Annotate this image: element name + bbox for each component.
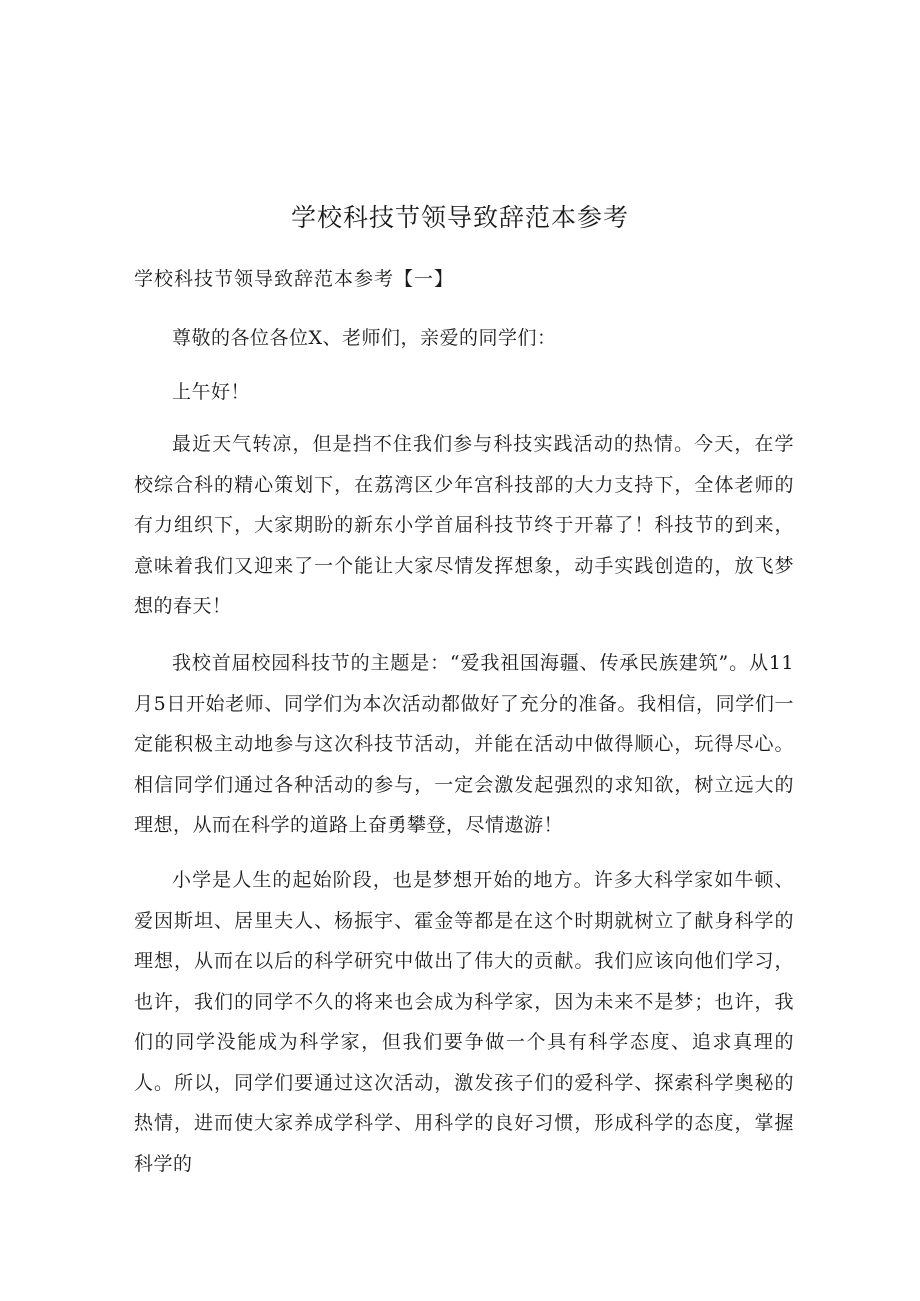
section-heading: 学校科技节领导致辞范本参考【一】: [134, 268, 455, 290]
salutation-paragraph: 上午好！: [172, 381, 251, 403]
document-title: 学校科技节领导致辞范本参考: [290, 203, 629, 232]
body-paragraph: 最近天气转凉，但是挡不住我们参与科技实践活动的热情。今天，在学校综合科的精心策划下，在荔湾区少年宫科技部的大力支持下，全体老师的有力组织下，大家期盼的新东小学首届科技节终于开幕了！科技节的到来，意味着我们又迎来了一个能让大家尽情发挥想象，动手实践创造的，放飞梦想的春天！: [134, 433, 794, 617]
greeting-paragraph: 尊敬的各位各位X、老师们，亲爱的同学们：: [172, 327, 557, 349]
body-paragraph: 小学是人生的起始阶段，也是梦想开始的地方。许多大科学家如牛顿、爱因斯坦、居里夫人、杨振宇、霍金等都是在这个时期就树立了献身科学的理想，从而在以后的科学研究中做出了伟大的贡献。我们应该向他们学习，也许，我们的同学不久的将来也会成为科学家，因为未来不是梦；也许，我们的同学没能成为科学家，但我们要争做一个具有科学态度、追求真理的人。所以，同学们要通过这次活动，激发孩子们的爱科学、探索科学奥秘的热情，进而使大家养成学科学、用科学的良好习惯，形成科学的态度，掌握科学的: [134, 869, 794, 1175]
body-paragraph: 我校首届校园科技节的主题是：“爱我祖国海疆、传承民族建筑”。从11月5日开始老师、同学们为本次活动都做好了充分的准备。我相信，同学们一定能积极主动地参与这次科技节活动，并能在活动中做得顺心，玩得尽心。相信同学们通过各种活动的参与，一定会激发起强烈的求知欲，树立远大的理想，从而在科学的道路上奋勇攀登，尽情遨游！: [134, 652, 794, 836]
